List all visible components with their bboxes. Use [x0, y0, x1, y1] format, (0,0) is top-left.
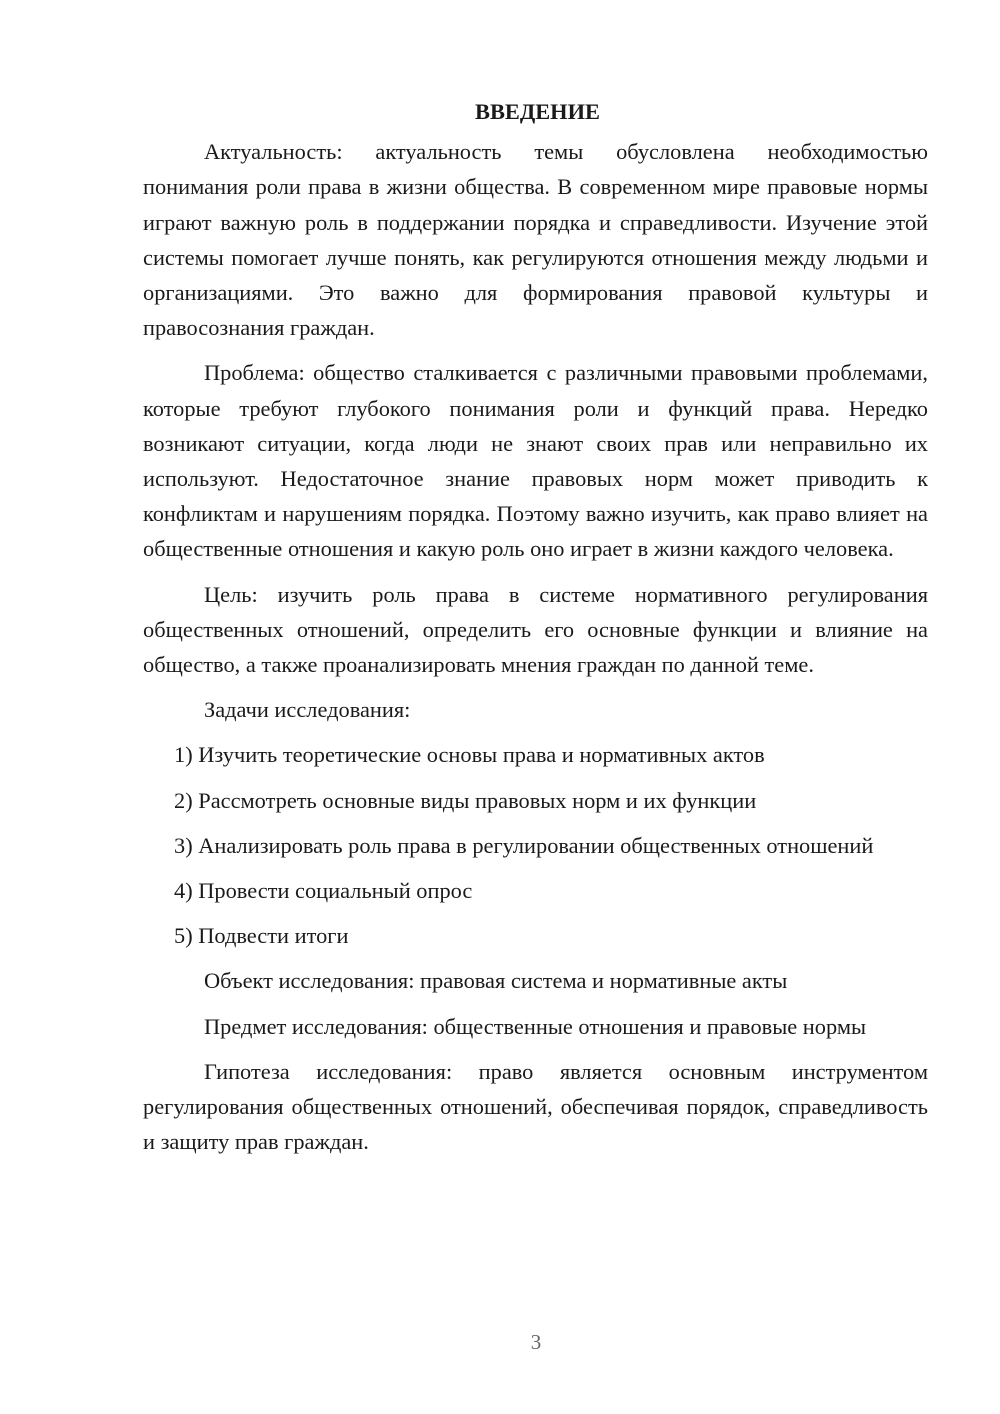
research-subject: Предмет исследования: общественные отношения и правовые нормы	[204, 1013, 867, 1039]
paragraph-relevance: Актуальность: актуальность темы обусловлена необходимостью понимания роли права в жизни общества. В современном мире правовые нормы играют важную роль в поддержании порядка и справедливости. Изучение этой системы помогает лучше понять, как регулируются отношения между людьми и организациями. Это важно для формирования правовой культуры и правосознания граждан.	[143, 139, 928, 341]
research-object: Объект исследования: правовая система и нормативные акты	[204, 968, 788, 994]
task-item: 3) Анализировать роль права в регулировании общественных отношений	[174, 832, 874, 858]
paragraph-problem: Проблема: общество сталкивается с различными правовыми проблемами, которые требуют глубокого понимания роли и функций права. Нередко возникают ситуации, когда люди не знают своих прав или неправильно их используют. Недостаточное знание правовых норм может приводить к конфликтам и нарушениям порядка. Поэтому важно изучить, как право влияет на общественные отношения и какую роль оно играет в жизни каждого человека.	[143, 360, 928, 562]
task-item: 5) Подвести итоги	[174, 923, 349, 949]
section-title: ВВЕДЕНИЕ	[475, 99, 600, 124]
document-page	[143, 94, 928, 1159]
tasks-heading: Задачи исследования:	[204, 697, 411, 723]
page-number: 3	[530, 1330, 542, 1354]
task-item: 1) Изучить теоретические основы права и нормативных актов	[174, 742, 765, 768]
task-item: 4) Провести социальный опрос	[174, 878, 473, 904]
paragraph-goal: Цель: изучить роль права в системе нормативного регулирования общественных отношений, определить его основные функции и влияние на общество, а также проанализировать мнения граждан по данной теме.	[143, 581, 928, 678]
task-item: 2) Рассмотреть основные виды правовых норм и их функции	[174, 787, 757, 813]
research-hypothesis: Гипотеза исследования: право является основным инструментом регулирования общественных отношений, обеспечивая порядок, справедливость и защиту прав граждан.	[143, 1058, 928, 1155]
